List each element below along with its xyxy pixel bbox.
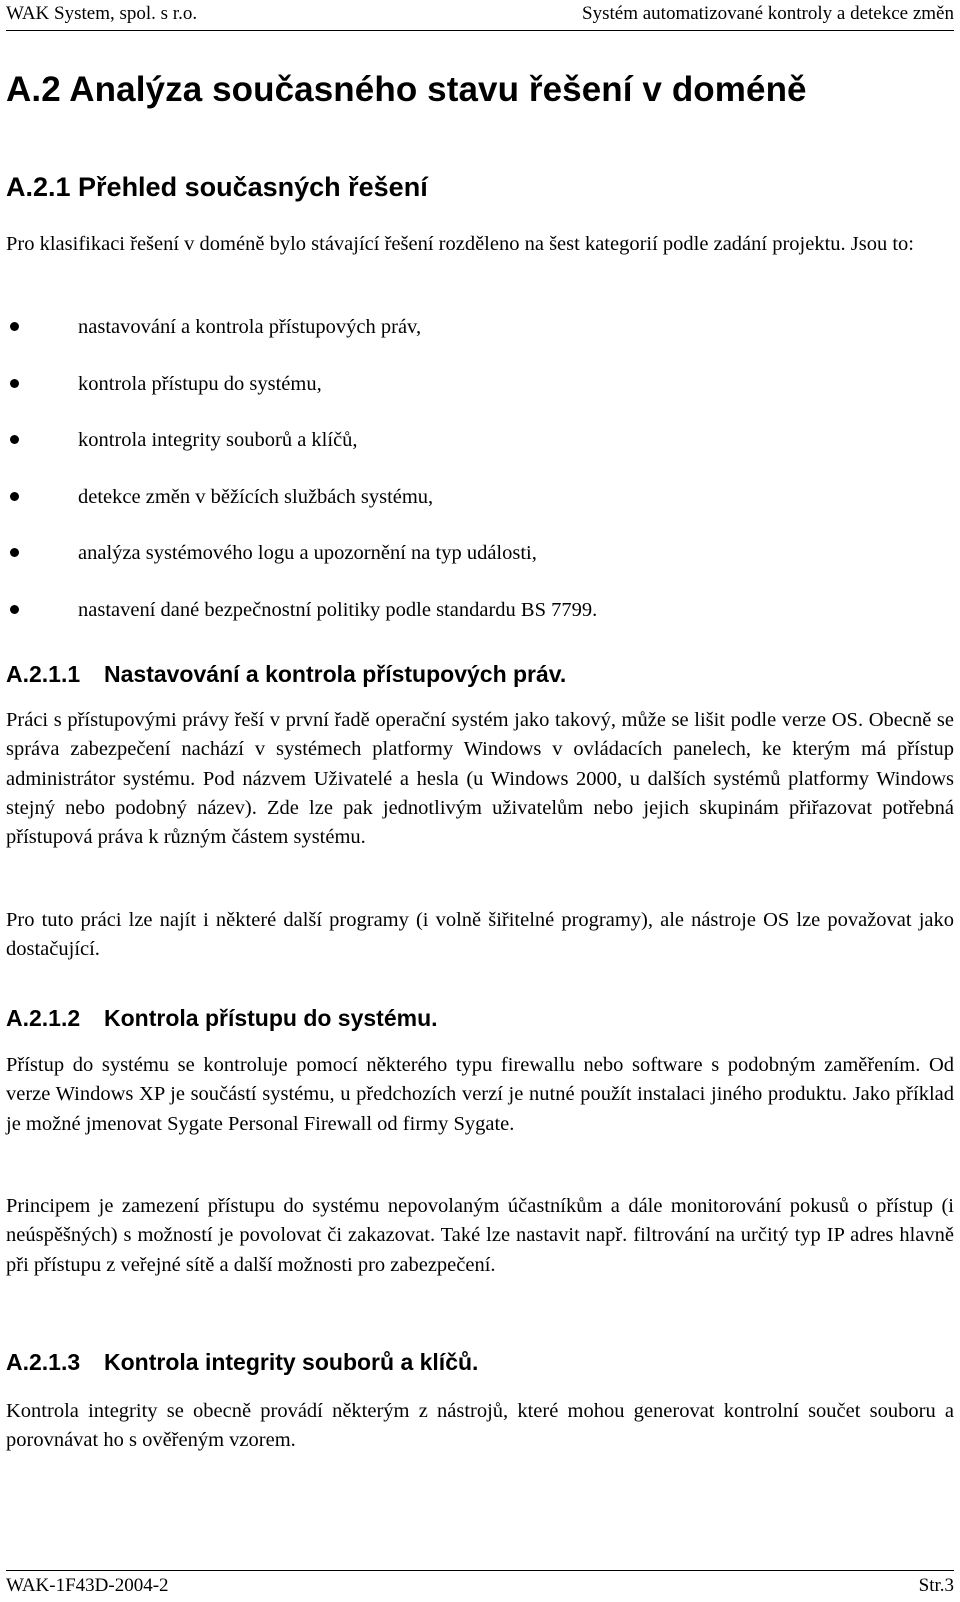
bullet-icon	[10, 435, 19, 444]
paragraph-access-rights-2: Pro tuto práci lze najít i některé další programy (i volně šiřitelné programy), ale nástroje OS lze považovat jako dostačující.	[6, 909, 954, 961]
bullet-icon	[10, 322, 19, 331]
heading-system-access: A.2.1.2 Kontrola přístupu do systému.	[6, 1005, 438, 1031]
paragraph-system-access-1: Přístup do systému se kontroluje pomocí některého typu firewallu nebo software s podobným zaměřením. Od verze Windows XP je součástí systému, u předchozích verzí je nutné použít instalaci jiného produktu. Jako příklad je možné jmenovat Sygate Personal Firewall od firmy Sygate.	[6, 1054, 954, 1135]
list-item: nastavení dané bezpečnostní politiky podle standardu BS 7799.	[6, 596, 597, 653]
subsection-title: A.2.1 Přehled současných řešení	[6, 172, 428, 202]
list-item: kontrola přístupu do systému,	[6, 370, 597, 427]
page-footer	[6, 1570, 954, 1602]
page-header	[6, 0, 954, 31]
list-item: nastavování a kontrola přístupových práv,	[6, 313, 597, 370]
bullet-icon	[10, 379, 19, 388]
list-item: kontrola integrity souborů a klíčů,	[6, 426, 597, 483]
footer-page-number: Str.3	[918, 1575, 954, 1596]
heading-access-rights: A.2.1.1 Nastavování a kontrola přístupových práv.	[6, 661, 567, 687]
bullet-icon	[10, 605, 19, 614]
category-list	[6, 313, 597, 653]
footer-doc-id: WAK-1F43D-2004-2	[6, 1575, 169, 1596]
bullet-icon	[10, 492, 19, 501]
list-item: analýza systémového logu a upozornění na typ události,	[6, 539, 597, 596]
header-project: Systém automatizované kontroly a detekce změn	[582, 3, 954, 24]
intro-paragraph: Pro klasifikaci řešení v doméně bylo stávající řešení rozděleno na šest kategorií podle zadání projektu. Jsou to:	[6, 233, 915, 255]
header-company: WAK System, spol. s r.o.	[6, 3, 198, 24]
section-title: A.2 Analýza současného stavu řešení v doméně	[6, 70, 807, 109]
heading-integrity: A.2.1.3 Kontrola integrity souborů a klíčů.	[6, 1349, 479, 1375]
bullet-icon	[10, 548, 19, 557]
paragraph-access-rights-1: Práci s přístupovými právy řeší v první řadě operační systém jako takový, může se lišit podle verze OS. Obecně se správa zabezpečení nachází v systémech platformy Windows v ovládacích panelech, ke kterým má přístup administrátor systému. Pod názvem Uživatelé a hesla (u Windows 2000, u dalších systémů platformy Windows stejný nebo podobný název). Zde lze pak jednotlivým uživatelům nebo jejich skupinám přiřazovat potřebná přístupová práva k různým částem systému.	[6, 709, 954, 849]
list-item: detekce změn v běžících službách systému,	[6, 483, 597, 540]
paragraph-system-access-2: Principem je zamezení přístupu do systému nepovolaným účastníkům a dále monitorování pokusů o přístup (i neúspěšných) s možností je povolovat či zakazovat. Také lze nastavit např. filtrování na určitý typ IP adres hlavně při přístupu z veřejné sítě a další možnosti pro zabezpečení.	[6, 1195, 954, 1276]
paragraph-integrity-1: Kontrola integrity se obecně provádí některým z nástrojů, které mohou generovat kontrolní součet souboru a porovnávat ho s ověřeným vzorem.	[6, 1400, 954, 1452]
